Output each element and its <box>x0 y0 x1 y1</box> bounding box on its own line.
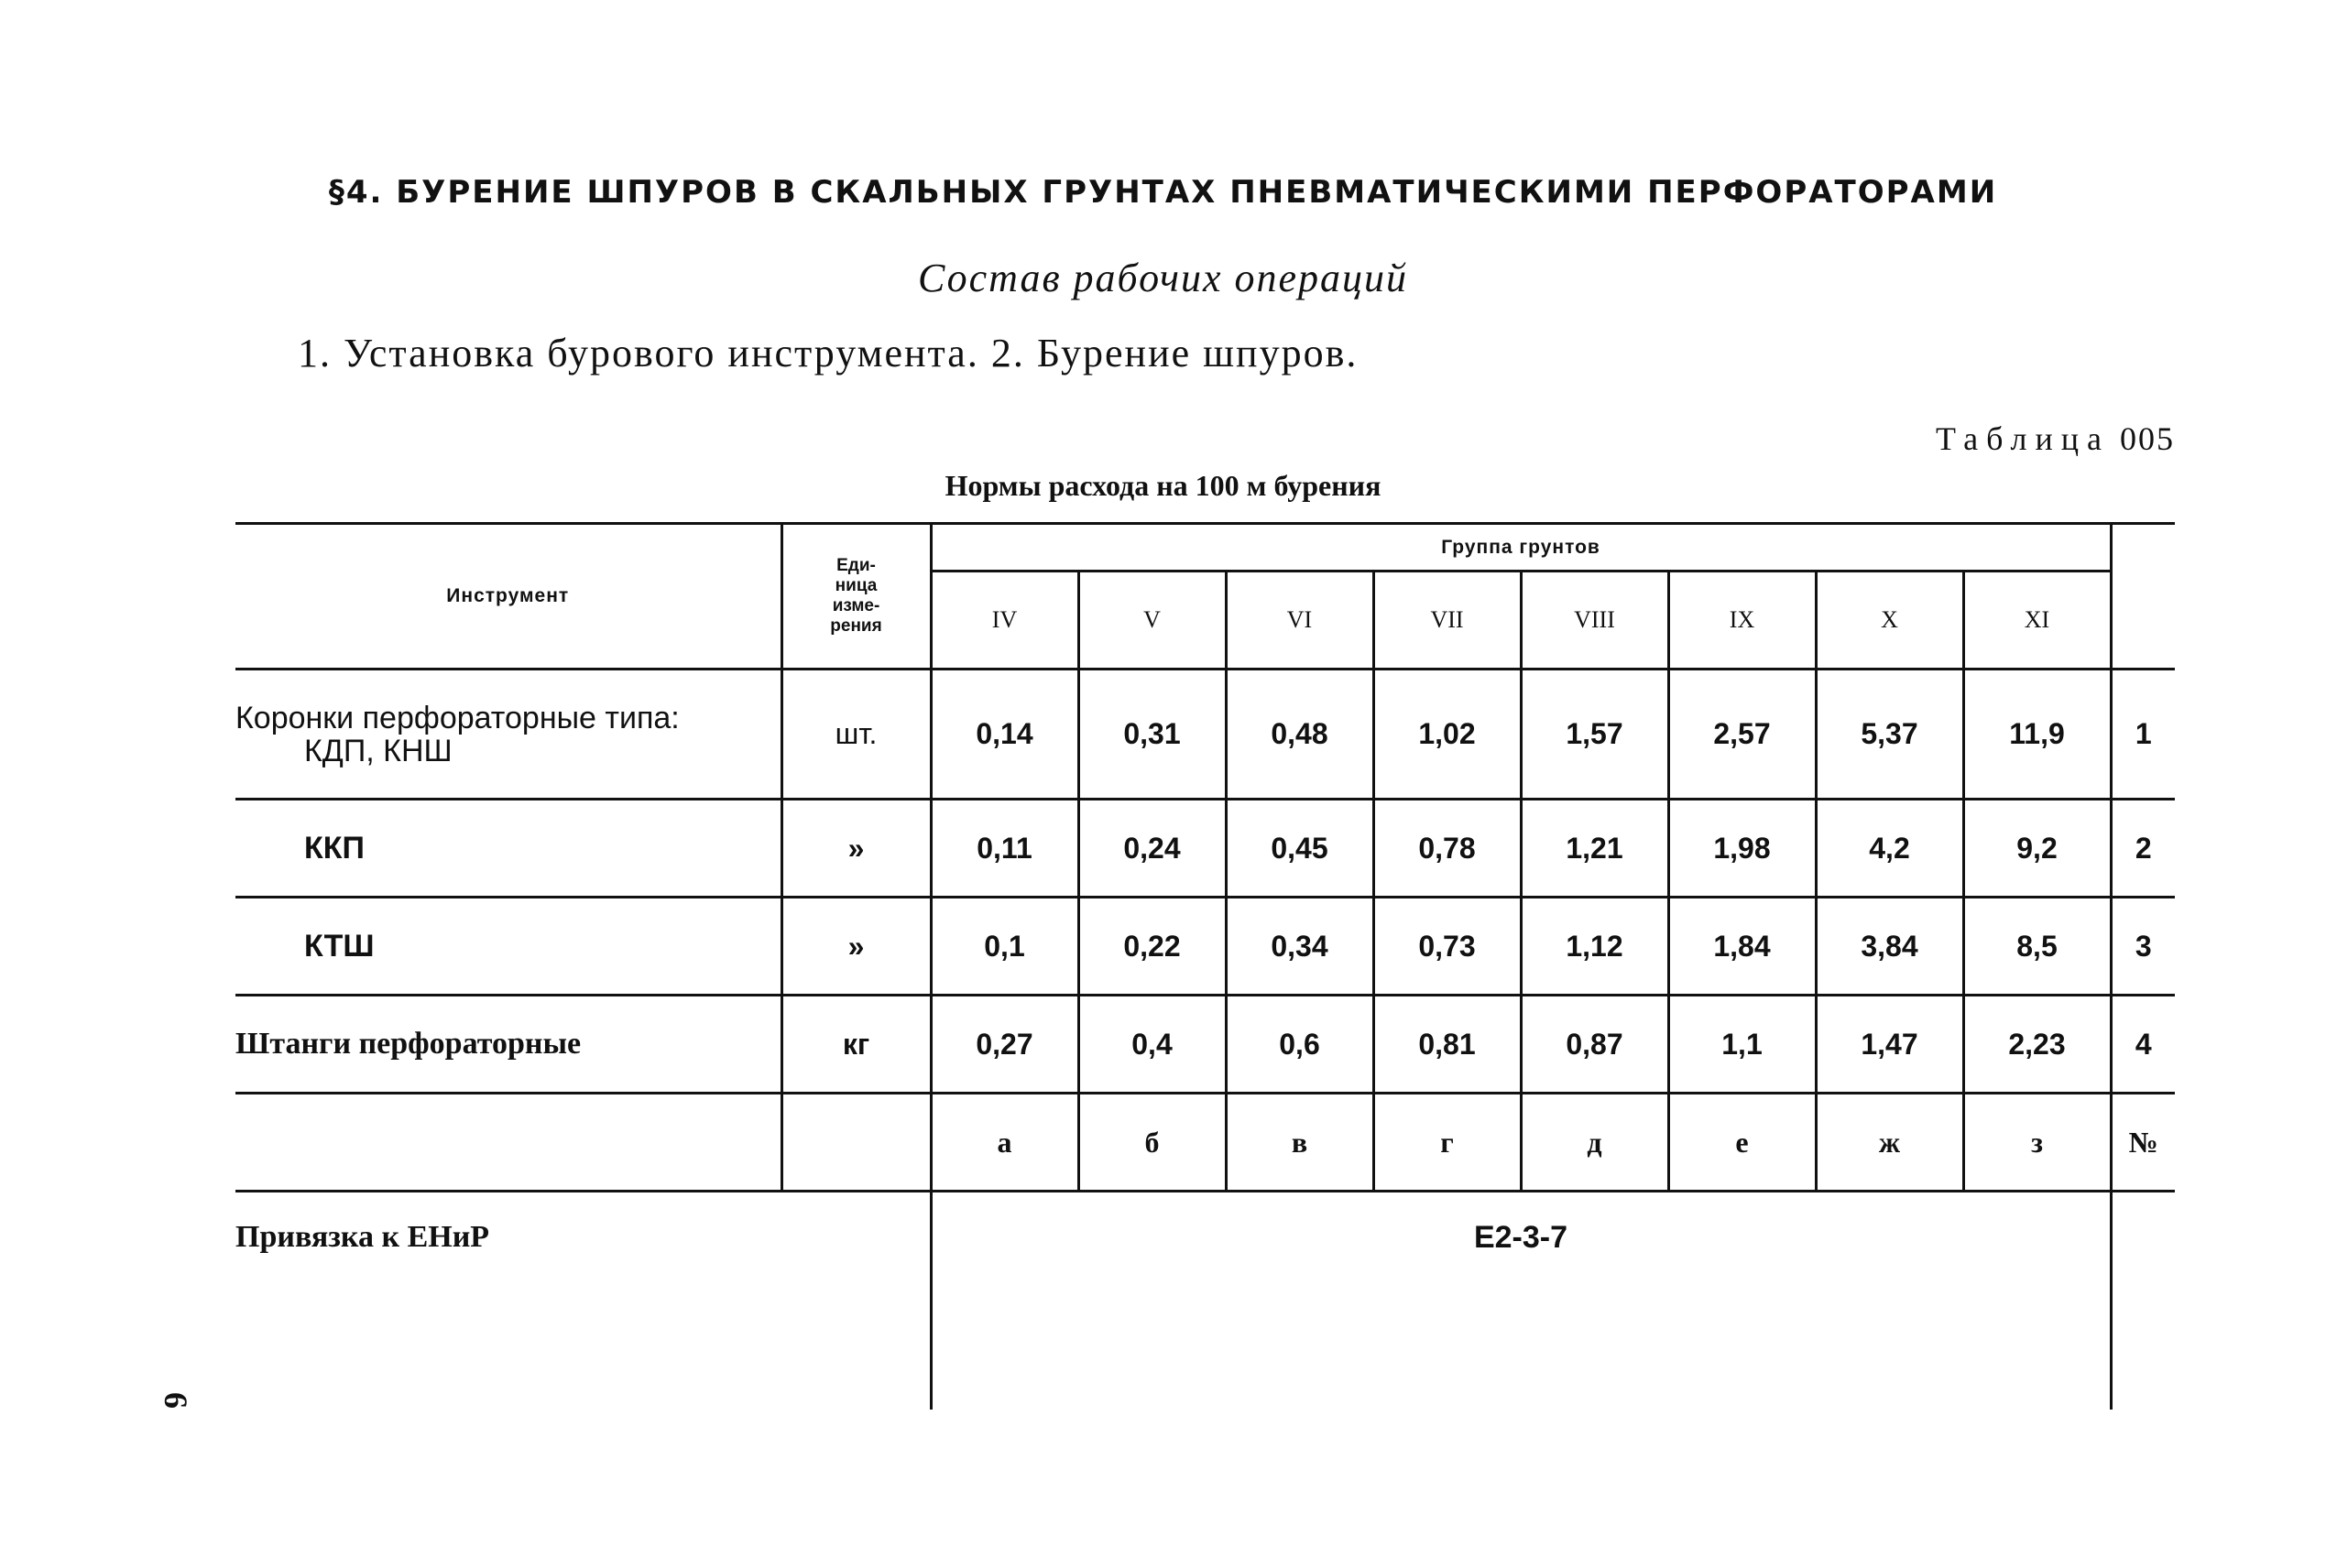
value-cell: 1,98 <box>1668 800 1816 898</box>
value-cell: 1,02 <box>1373 670 1521 800</box>
value-cell: 2,23 <box>1963 996 2111 1094</box>
row-name <box>235 670 781 800</box>
number-sign: № <box>2111 1094 2175 1192</box>
row-name: Штанги перфораторные <box>235 996 781 1094</box>
value-cell: 11,9 <box>1963 670 2111 800</box>
value-cell: 8,5 <box>1963 898 2111 996</box>
row-number: 1 <box>2111 670 2175 800</box>
group-header: V <box>1078 572 1226 670</box>
group-header: IV <box>931 572 1078 670</box>
column-letter: е <box>1668 1094 1816 1192</box>
table-label <box>1936 419 2175 458</box>
row-unit: кг <box>781 996 931 1094</box>
letters-row-unit-blank <box>781 1094 931 1192</box>
norms-table-container <box>235 522 2175 1410</box>
value-cell: 1,84 <box>1668 898 1816 996</box>
value-cell: 3,84 <box>1816 898 1963 996</box>
table-title: Нормы расхода на 100 м бурения <box>945 469 1381 502</box>
value-cell: 0,87 <box>1521 996 1668 1094</box>
column-letter: г <box>1373 1094 1521 1192</box>
value-cell: 0,31 <box>1078 670 1226 800</box>
column-letter: б <box>1078 1094 1226 1192</box>
binding-blank <box>2111 1192 2175 1410</box>
value-cell: 0,78 <box>1373 800 1521 898</box>
letters-row <box>235 1094 2175 1192</box>
value-cell: 0,4 <box>1078 996 1226 1094</box>
binding-value: Е2-3-7 <box>931 1192 2111 1410</box>
value-cell: 5,37 <box>1816 670 1963 800</box>
row-unit: » <box>781 898 931 996</box>
row-number: 2 <box>2111 800 2175 898</box>
value-cell: 1,57 <box>1521 670 1668 800</box>
group-header: VI <box>1226 572 1373 670</box>
row-unit: » <box>781 800 931 898</box>
subheading: Состав рабочих операций <box>917 256 1409 300</box>
value-cell: 9,2 <box>1963 800 2111 898</box>
letters-row-blank <box>235 1094 781 1192</box>
value-cell: 0,14 <box>931 670 1078 800</box>
binding-row <box>235 1192 2175 1410</box>
column-letter: з <box>1963 1094 2111 1192</box>
row-number: 3 <box>2111 898 2175 996</box>
value-cell: 0,45 <box>1226 800 1373 898</box>
group-header: VII <box>1373 572 1521 670</box>
table-row <box>235 800 2175 898</box>
operations-text: 1. Установка бурового инструмента. 2. Бурение шпуров. <box>298 331 1359 376</box>
table-label-number: 005 <box>2120 420 2175 457</box>
header-unit <box>781 524 931 670</box>
value-cell: 0,27 <box>931 996 1078 1094</box>
value-cell: 0,24 <box>1078 800 1226 898</box>
column-letter: ж <box>1816 1094 1963 1192</box>
value-cell: 1,47 <box>1816 996 1963 1094</box>
value-cell: 0,11 <box>931 800 1078 898</box>
row-name-line2: КДП, КНШ <box>304 733 453 768</box>
row-name: КТШ <box>235 898 781 996</box>
value-cell: 1,21 <box>1521 800 1668 898</box>
value-cell: 0,22 <box>1078 898 1226 996</box>
group-header: VIII <box>1521 572 1668 670</box>
header-soil-group: Группа грунтов <box>931 524 2111 572</box>
table-label-word: Таблица <box>1936 420 2110 457</box>
column-letter: а <box>931 1094 1078 1192</box>
header-instrument: Инструмент <box>235 524 781 670</box>
value-cell: 2,57 <box>1668 670 1816 800</box>
value-cell: 0,73 <box>1373 898 1521 996</box>
column-letter: д <box>1521 1094 1668 1192</box>
section-heading: §4. БУРЕНИЕ ШПУРОВ В СКАЛЬНЫХ ГРУНТАХ ПНЕВМАТИЧЕСКИМИ ПЕРФОРАТОРАМИ <box>328 174 1998 211</box>
value-cell: 0,1 <box>931 898 1078 996</box>
page-number: 6 <box>158 1392 194 1409</box>
header-blank <box>2111 524 2175 670</box>
binding-label: Привязка к ЕНиР <box>235 1192 931 1410</box>
value-cell: 1,1 <box>1668 996 1816 1094</box>
value-cell: 1,12 <box>1521 898 1668 996</box>
row-number: 4 <box>2111 996 2175 1094</box>
value-cell: 0,6 <box>1226 996 1373 1094</box>
column-letter: в <box>1226 1094 1373 1192</box>
row-unit: шт. <box>781 670 931 800</box>
value-cell: 0,48 <box>1226 670 1373 800</box>
group-header: XI <box>1963 572 2111 670</box>
header-unit-text: Еди- ница изме- рения <box>830 556 882 636</box>
table-row <box>235 996 2175 1094</box>
group-header: IX <box>1668 572 1816 670</box>
table-row <box>235 898 2175 996</box>
table-row <box>235 670 2175 800</box>
row-name: ККП <box>235 800 781 898</box>
row-name-line1: Коронки перфораторные типа: <box>235 700 680 735</box>
value-cell: 0,81 <box>1373 996 1521 1094</box>
norms-table <box>235 522 2175 1410</box>
value-cell: 0,34 <box>1226 898 1373 996</box>
value-cell: 4,2 <box>1816 800 1963 898</box>
group-header: X <box>1816 572 1963 670</box>
